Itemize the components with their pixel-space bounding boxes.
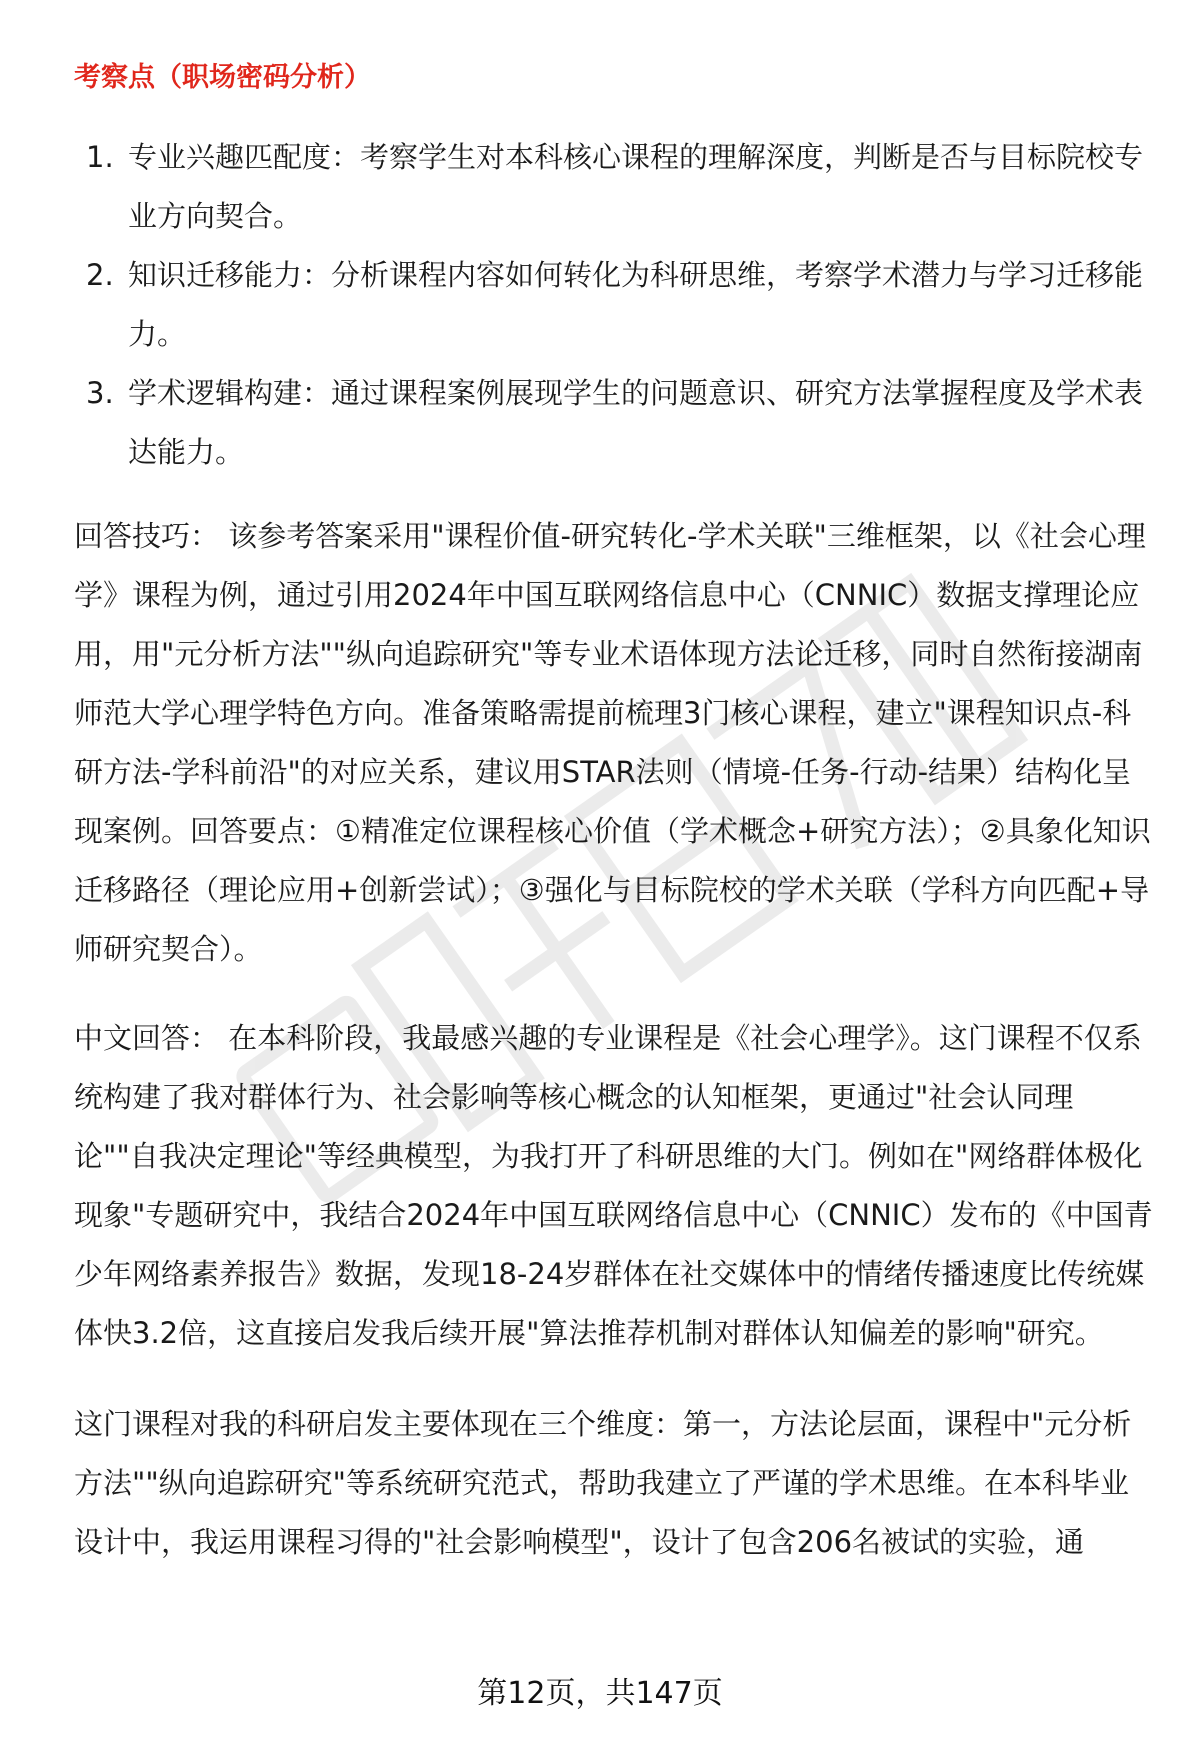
list-item (74, 246, 1154, 364)
document-content (74, 58, 1154, 1572)
list-number: 3. (86, 376, 114, 410)
answer-tips-paragraph: 回答技巧： 该参考答案采用"课程价值-研究转化-学术关联"三维框架，以《社会心理学》课程为例，通过引用2024年中国互联网络信息中心（CNNIC）数据支撑理论应用，用"元分析方法""纵向追踪研究"等专业术语体现方法论迁移，同时自然衔接湖南师范大学心理学特色方向。准备策略需提前梳理3门核心课程，建立"课程知识点-科研方法-学科前沿"的对应关系，建议用STAR法则（情境-任务-行动-结果）结构化呈现案例。回答要点：①精准定位课程核心价值（学术概念+研究方法）；②具象化知识迁移路径（理论应用+创新尝试）；③强化与目标院校的学术关联（学科方向匹配+导师研究契合）。 (74, 519, 1151, 966)
list-item (74, 128, 1154, 246)
list-item (74, 364, 1154, 482)
page-number: 第12页，共147页 (477, 1676, 723, 1711)
list-item-text: 专业兴趣匹配度：考察学生对本科核心课程的理解深度，判断是否与目标院校专业方向契合。 (128, 140, 1144, 233)
list-item-text: 知识迁移能力：分析课程内容如何转化为科研思维，考察学术潜力与学习迁移能力。 (128, 258, 1144, 351)
chinese-answer-paragraph: 中文回答： 在本科阶段，我最感兴趣的专业课程是《社会心理学》。这门课程不仅系统构建了我对群体行为、社会影响等核心概念的认知框架，更通过"社会认同理论""自我决定理论"等经典模型，为我打开了科研思维的大门。例如在"网络群体极化现象"专题研究中，我结合2024年中国互联网络信息中心（CNNIC）发布的《中国青少年网络素养报告》数据，发现18-24岁群体在社交媒体中的情绪传播速度比传统媒体快3.2倍，这直接启发我后续开展"算法推荐机制对群体认知偏差的影响"研究。 (74, 1021, 1153, 1350)
assessment-points-list (74, 128, 1154, 482)
list-item-text: 学术逻辑构建：通过课程案例展现学生的问题意识、研究方法掌握程度及学术表达能力。 (128, 376, 1144, 469)
list-number: 1. (86, 140, 114, 174)
continuation-paragraph: 这门课程对我的科研启发主要体现在三个维度：第一，方法论层面，课程中"元分析方法""纵向追踪研究"等系统研究范式，帮助我建立了严谨的学术思维。在本科毕业设计中，我运用课程习得的"社会影响模型"，设计了包含206名被试的实验，通 (74, 1407, 1132, 1559)
list-number: 2. (86, 258, 114, 292)
section-title: 考察点（职场密码分析） (74, 62, 371, 93)
